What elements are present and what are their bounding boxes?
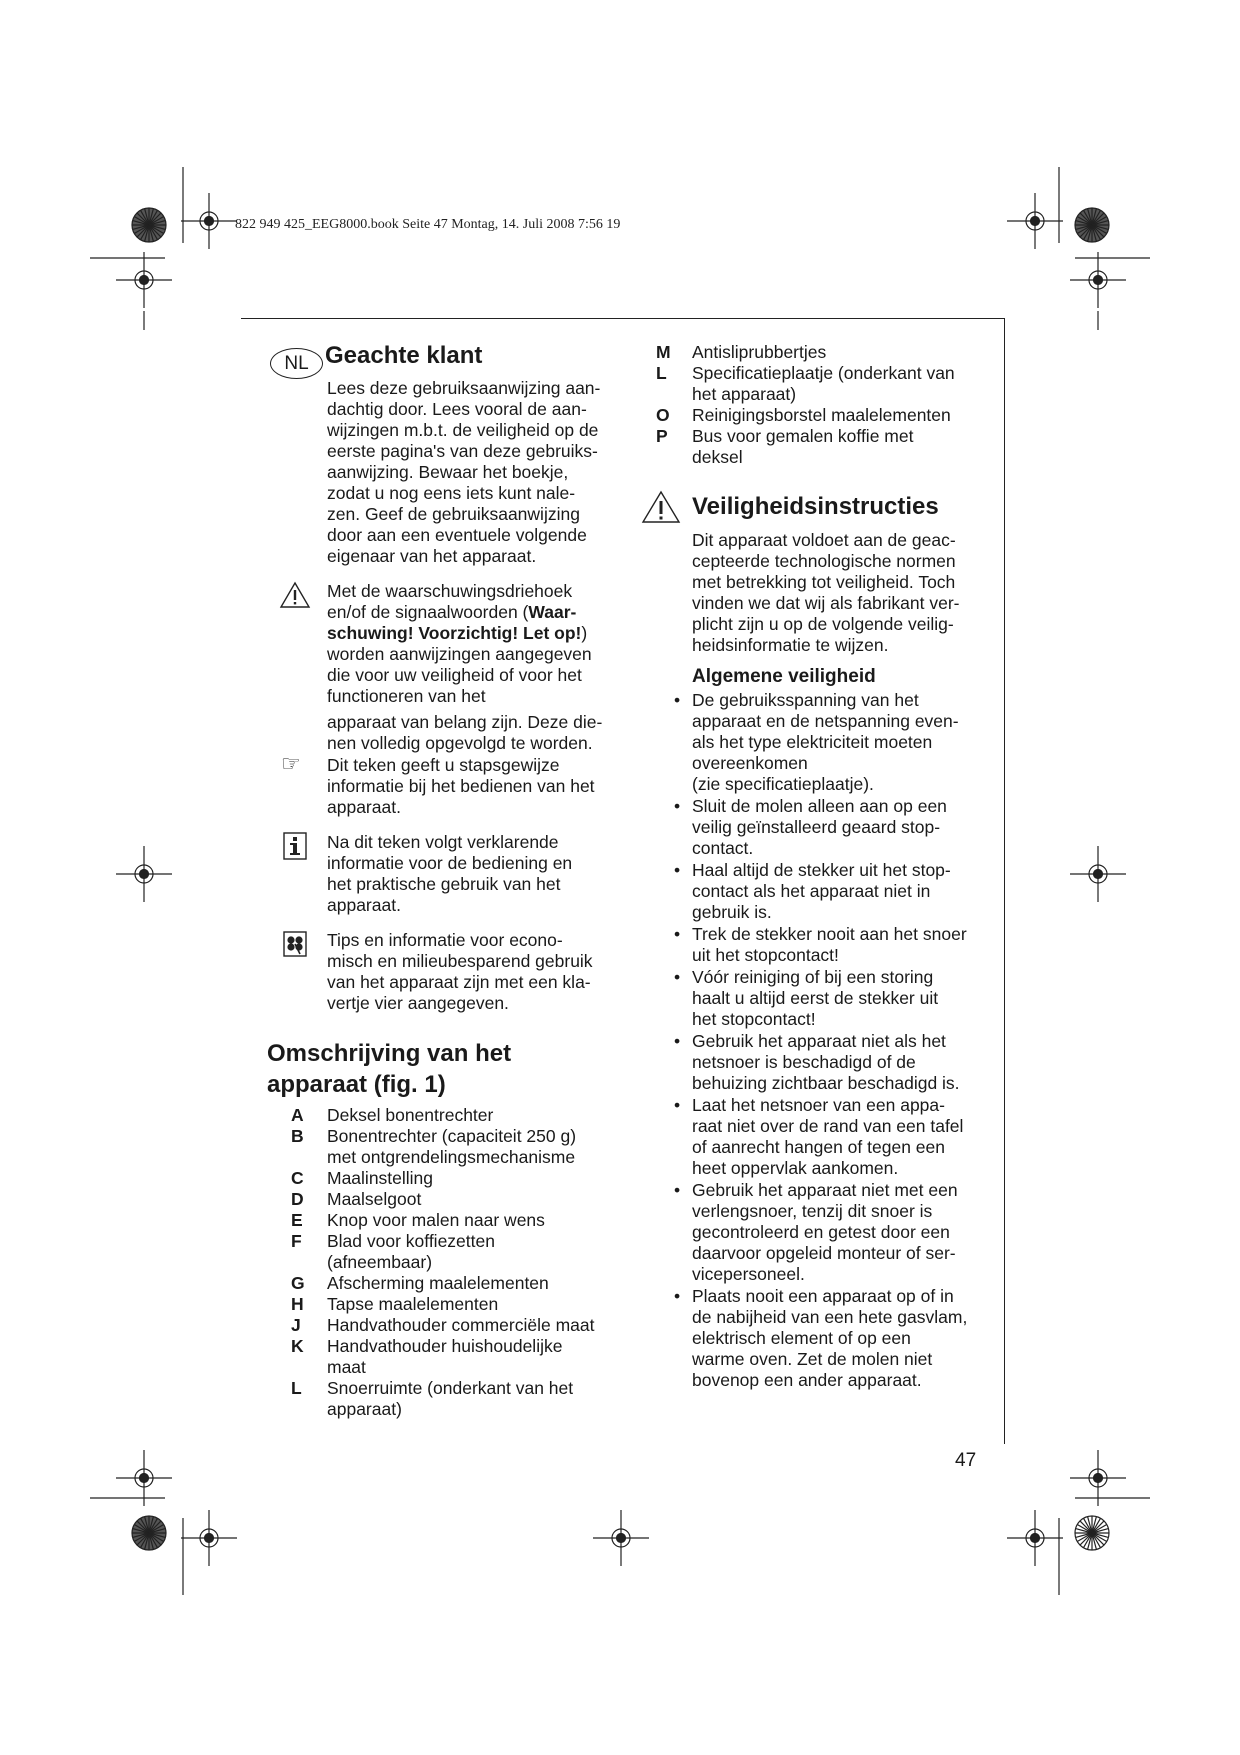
- parts-item-description: [327, 1168, 627, 1189]
- intro-line: eerste pagina's van deze gebruiks-: [327, 441, 598, 461]
- info-note-line: het praktische gebruik van het: [327, 874, 561, 894]
- parts-item-letter: G: [291, 1273, 305, 1293]
- parts-item-letter: C: [291, 1168, 304, 1188]
- parts-item-letter: B: [291, 1126, 304, 1146]
- parts-item-description: [327, 1336, 627, 1378]
- safety-bullet-line: Gebruik het apparaat niet als het: [692, 1031, 946, 1051]
- safety-bullet-line: verlengsnoer, tenzij dit snoer is: [692, 1201, 933, 1221]
- safety-bullet-line: gebruik is.: [692, 902, 772, 922]
- parts-item-line: deksel: [692, 447, 743, 467]
- bullet-dot: •: [674, 796, 681, 816]
- parts-item-description: [327, 1210, 627, 1231]
- info-icon: [283, 832, 307, 860]
- pointing-hand-icon: ☞: [281, 751, 301, 776]
- intro-line: eigenaar van het apparaat.: [327, 546, 537, 566]
- intro-heading: Geachte klant: [325, 342, 483, 369]
- parts-item-letter: J: [291, 1315, 301, 1335]
- safety-bullet-line: netsnoer is beschadigd of de: [692, 1052, 916, 1072]
- eco-note-line: vertje vier aangegeven.: [327, 993, 509, 1013]
- info-note-line: apparaat.: [327, 895, 401, 915]
- parts-heading-line: Omschrijving van het: [267, 1040, 512, 1067]
- clover-icon: [283, 931, 307, 957]
- safety-bullet-line: Trek de stekker nooit aan het snoer: [692, 924, 967, 944]
- bullet-dot: •: [674, 1180, 681, 1200]
- safety-bullet-item: [692, 967, 992, 1030]
- bullet-dot: •: [674, 690, 681, 710]
- parts-item-letter: O: [656, 405, 670, 425]
- safety-subheading: Algemene veiligheid: [692, 666, 876, 687]
- parts-item-description: [327, 1231, 627, 1273]
- eco-note-line: Tips en informatie voor econo-: [327, 930, 563, 950]
- safety-bullet-line: Laat het netsnoer van een appa-: [692, 1095, 945, 1115]
- parts-item-description: [327, 1378, 627, 1420]
- info-note-line: informatie voor de bediening en: [327, 853, 573, 873]
- safety-bullet-line: behuizing zichtbaar beschadigd is.: [692, 1073, 960, 1093]
- parts-item-line: met ontgrendelingsmechanisme: [327, 1147, 576, 1167]
- hand-note-line: informatie bij het bedienen van het: [327, 776, 595, 796]
- intro-line: zen. Geef de gebruiksaanwijzing: [327, 504, 580, 524]
- parts-item-description: [327, 1294, 627, 1315]
- safety-bullet-line: raat niet over de rand van een tafel: [692, 1116, 964, 1136]
- parts-item-letter: L: [656, 363, 667, 383]
- language-badge: NL: [270, 348, 323, 379]
- parts-item-line: Maalinstelling: [327, 1168, 434, 1188]
- safety-bullet-line: heet oppervlak aankomen.: [692, 1158, 899, 1178]
- parts-heading: [267, 1038, 511, 1100]
- parts-heading-line: apparaat (fig. 1): [267, 1071, 446, 1098]
- safety-bullet-line: als het type elektriciteit moeten: [692, 732, 933, 752]
- intro-line: aanwijzing. Bewaar het boekje,: [327, 462, 569, 482]
- parts-item-line: Snoerruimte (onderkant van het: [327, 1378, 574, 1398]
- safety-bullet-item: [692, 690, 992, 795]
- safety-bullet-line: haalt u altijd eerst de stekker uit: [692, 988, 939, 1008]
- parts-item-line: Tapse maalelementen: [327, 1294, 499, 1314]
- parts-item-letter: A: [291, 1105, 304, 1125]
- warning-line: schuwing! Voorzichtig! Let op!): [327, 623, 588, 643]
- safety-intro-line: cepteerde technologische normen: [692, 551, 956, 571]
- hand-note-line: Dit teken geeft u stapsgewijze: [327, 755, 560, 775]
- page-number: 47: [955, 1450, 977, 1471]
- safety-intro: [692, 530, 1002, 656]
- intro-line: door aan een eventuele volgende: [327, 525, 587, 545]
- safety-bullet-line: het stopcontact!: [692, 1009, 816, 1029]
- warning-line: nen volledig opgevolgd te worden.: [327, 733, 593, 753]
- safety-intro-line: Dit apparaat voldoet aan de geac-: [692, 530, 956, 550]
- safety-bullet-line: vicepersoneel.: [692, 1264, 805, 1284]
- parts-item-description: [327, 1105, 627, 1126]
- parts-item-letter: D: [291, 1189, 304, 1209]
- parts-item-line: Handvathouder commerciële maat: [327, 1315, 595, 1335]
- safety-bullet-line: daarvoor opgeleid monteur of ser-: [692, 1243, 956, 1263]
- safety-bullet-line: uit het stopcontact!: [692, 945, 839, 965]
- parts-item-line: Specificatieplaatje (onderkant van: [692, 363, 955, 383]
- parts-item-letter: L: [291, 1378, 302, 1398]
- warning-line: functioneren van het: [327, 686, 486, 706]
- eco-note-line: misch en milieubesparend gebruik: [327, 951, 593, 971]
- parts-item-letter: E: [291, 1210, 303, 1230]
- parts-item-line: Antisliprubbertjes: [692, 342, 827, 362]
- parts-item-description: [327, 1126, 627, 1168]
- safety-bullet-line: elektrisch element of op een: [692, 1328, 911, 1348]
- safety-bullet-line: gecontroleerd en getest door een: [692, 1222, 950, 1242]
- safety-bullet-line: Gebruik het apparaat niet met een: [692, 1180, 958, 1200]
- intro-line: wijzingen m.b.t. de veiligheid op de: [327, 420, 599, 440]
- safety-bullet-line: De gebruiksspanning van het: [692, 690, 919, 710]
- parts-item-line: het apparaat): [692, 384, 797, 404]
- safety-bullet-line: apparaat en de netspanning even-: [692, 711, 959, 731]
- info-note-line: Na dit teken volgt verklarende: [327, 832, 559, 852]
- safety-bullet-item: [692, 860, 992, 923]
- safety-bullet-line: bovenop een ander apparaat.: [692, 1370, 922, 1390]
- eco-note-text: [327, 930, 627, 1014]
- parts-item-letter: F: [291, 1231, 302, 1251]
- safety-bullet-line: overeenkomen: [692, 753, 808, 773]
- safety-bullet-line: of aanrecht hangen of tegen een: [692, 1137, 945, 1157]
- bullet-dot: •: [674, 1095, 681, 1115]
- parts-item-line: (afneembaar): [327, 1252, 433, 1272]
- safety-bullet-line: warme oven. Zet de molen niet: [692, 1349, 933, 1369]
- bullet-dot: •: [674, 1286, 681, 1306]
- warning-line: die voor uw veiligheid of voor het: [327, 665, 582, 685]
- parts-item-line: Handvathouder huishoudelijke: [327, 1336, 563, 1356]
- safety-bullet-line: Vóór reiniging of bij een storing: [692, 967, 934, 987]
- safety-bullet-line: Plaats nooit een apparaat op of in: [692, 1286, 954, 1306]
- parts-item-letter: H: [291, 1294, 304, 1314]
- safety-bullet-item: [692, 796, 992, 859]
- warning-line: en/of de signaalwoorden (Waar-: [327, 602, 577, 622]
- parts-item-letter: M: [656, 342, 671, 362]
- safety-intro-line: plicht zijn u op de volgende veilig-: [692, 614, 954, 634]
- warning-line: worden aanwijzingen aangegeven: [327, 644, 592, 664]
- hand-note-text: [327, 755, 627, 818]
- safety-bullet-item: [692, 1286, 992, 1391]
- parts-item-line: Afscherming maalelementen: [327, 1273, 549, 1293]
- warning-triangle-icon: [641, 490, 681, 524]
- safety-bullet-line: Haal altijd de stekker uit het stop-: [692, 860, 951, 880]
- parts-item-line: Blad voor koffiezetten: [327, 1231, 495, 1251]
- safety-bullet-line: veilig geïnstalleerd geaard stop-: [692, 817, 941, 837]
- parts-item-description: [327, 1315, 627, 1336]
- intro-paragraph: [327, 378, 627, 567]
- hand-note-line: apparaat.: [327, 797, 401, 817]
- bullet-dot: •: [674, 967, 681, 987]
- safety-bullet-item: [692, 1031, 992, 1094]
- safety-intro-line: met betrekking tot veiligheid. Toch: [692, 572, 956, 592]
- parts-item-line: Maalselgoot: [327, 1189, 422, 1209]
- parts-item-line: Reinigingsborstel maalelementen: [692, 405, 951, 425]
- parts-item-description: [692, 426, 992, 468]
- parts-item-line: maat: [327, 1357, 366, 1377]
- parts-item-line: Bus voor gemalen koffie met: [692, 426, 914, 446]
- parts-item-letter: P: [656, 426, 668, 446]
- safety-bullet-item: [692, 924, 992, 966]
- safety-bullet-line: contact.: [692, 838, 754, 858]
- safety-heading: Veiligheidsinstructies: [692, 493, 939, 520]
- safety-bullet-item: [692, 1180, 992, 1285]
- safety-intro-line: heidsinformatie te wijzen.: [692, 635, 889, 655]
- info-note-text: [327, 832, 627, 916]
- bullet-dot: •: [674, 860, 681, 880]
- parts-item-description: [327, 1273, 627, 1294]
- parts-item-line: Deksel bonentrechter: [327, 1105, 494, 1125]
- parts-item-description: [327, 1189, 627, 1210]
- intro-line: zodat u nog eens iets kunt nale-: [327, 483, 576, 503]
- print-header-info: 822 949 425_EEG8000.book Seite 47 Montag, 14. Juli 2008 7:56 19: [235, 217, 621, 232]
- safety-bullet-line: Sluit de molen alleen aan op een: [692, 796, 947, 816]
- bullet-dot: •: [674, 1031, 681, 1051]
- safety-intro-line: vinden we dat wij als fabrikant ver-: [692, 593, 960, 613]
- parts-item-line: apparaat): [327, 1399, 402, 1419]
- parts-item-line: Bonentrechter (capaciteit 250 g): [327, 1126, 577, 1146]
- parts-item-description: [692, 342, 992, 363]
- warning-line: Met de waarschuwingsdriehoek: [327, 581, 573, 601]
- safety-bullet-item: [692, 1095, 992, 1179]
- warning-line: apparaat van belang zijn. Deze die-: [327, 712, 603, 732]
- safety-bullet-line: contact als het apparaat niet in: [692, 881, 931, 901]
- eco-note-line: van het apparaat zijn met een kla-: [327, 972, 591, 992]
- intro-line: Lees deze gebruiksaanwijzing aan-: [327, 378, 601, 398]
- parts-item-letter: K: [291, 1336, 304, 1356]
- parts-item-line: Knop voor malen naar wens: [327, 1210, 545, 1230]
- parts-item-description: [692, 405, 992, 426]
- safety-bullet-line: (zie specificatieplaatje).: [692, 774, 874, 794]
- safety-bullet-line: de nabijheid van een hete gasvlam,: [692, 1307, 968, 1327]
- bullet-dot: •: [674, 924, 681, 944]
- parts-item-description: [692, 363, 992, 405]
- intro-line: dachtig door. Lees vooral de aan-: [327, 399, 587, 419]
- warning-note-text: [327, 581, 627, 754]
- warning-triangle-icon: [280, 581, 310, 609]
